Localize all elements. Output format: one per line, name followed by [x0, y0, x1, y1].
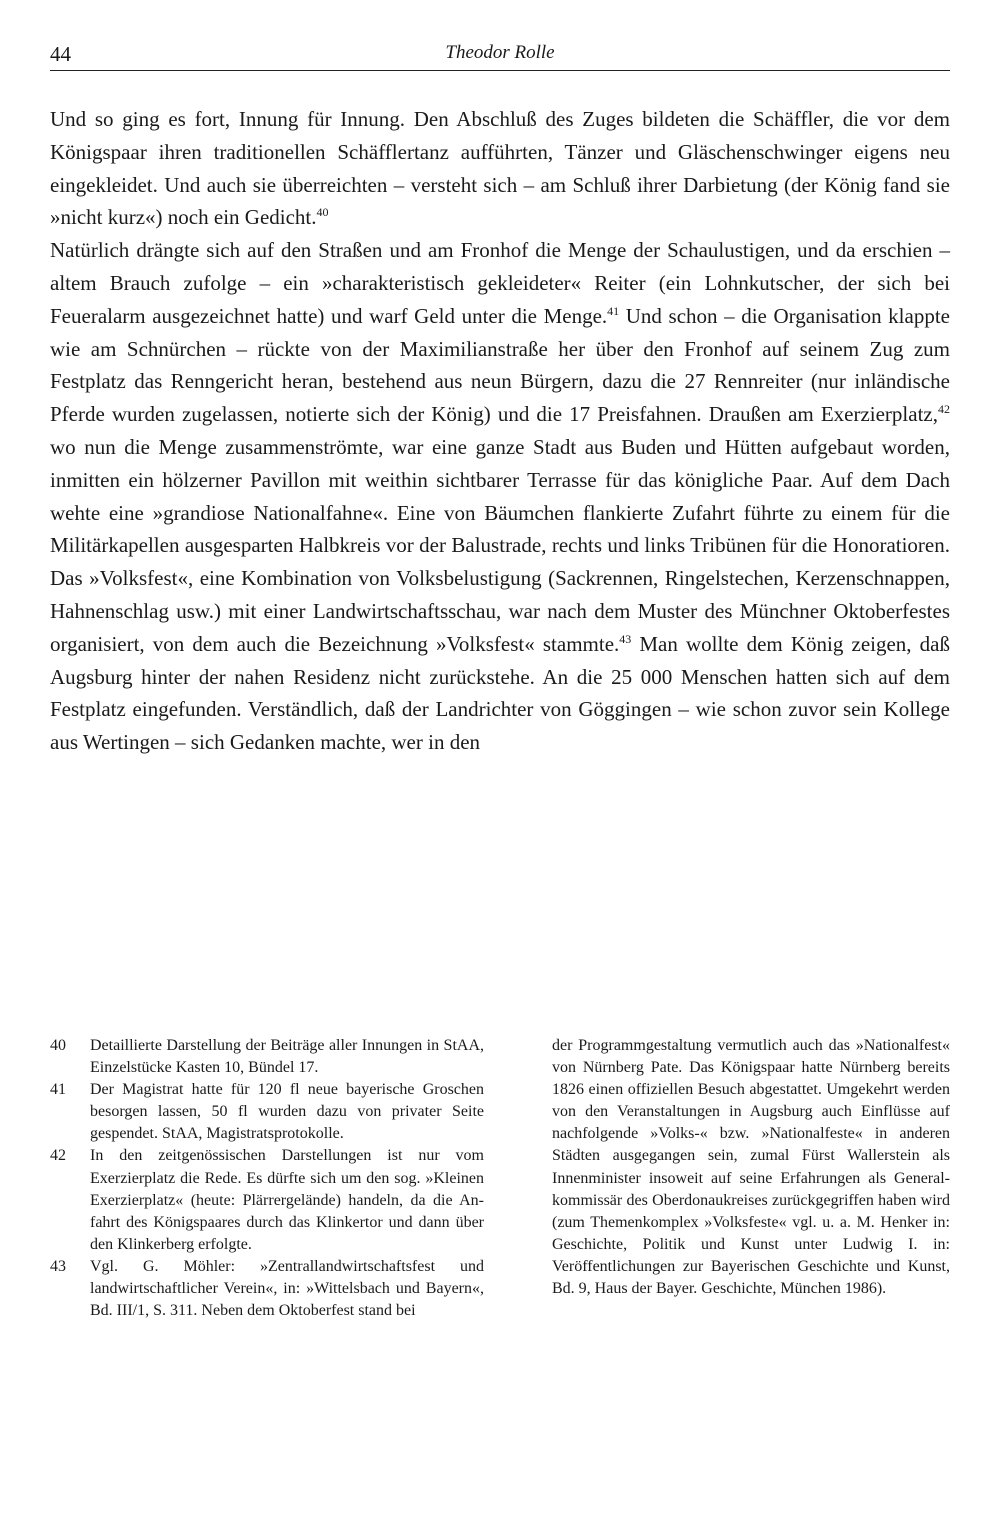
- paragraph-2-part-c: wo nun die Menge zusammenströmte, war eine ganze Stadt aus Buden und Hütten aufgebaut worden, inmitten ein hölzerner Pavillon mit weithin sichtbarer Terrasse für das königliche Paar. Auf dem Dach wehte eine »grandiose Nationalfahne«. Eine von Bäumchen flankierte Zufahrt führte zu einem für die Militärkapellen ausgesparten Halbkreis vor der Balustrade, rechts und links Tribünen für die Honoratioren. Das »Volksfest«, eine Kombination von Volksbelustigung (Sackrennen, Ringelstechen, Kerzenschnappen, Hahnenschlag usw.) mit einer Landwirtschaftsschau, war nach dem Muster des Münchner Oktoberfestes organisiert, von dem auch die Bezeichnung »Volksfest« stammte.: [50, 434, 950, 656]
- footnote-number: 41: [50, 1081, 66, 1099]
- footnotes-right-column: [552, 1035, 950, 1300]
- page-number: 44: [50, 42, 71, 66]
- footnote-40: [50, 1035, 484, 1079]
- footnote-43: [50, 1256, 484, 1322]
- paragraph-2-part-b: Und schon – die Organisation klappte wie am Schnürchen – rückte von der Maximilianstraße her über den Fronhof auf seinem Zug zum Festplatz das Renngericht heran, bestehend aus neun Bürgern, dazu die 27 Rennreiter (nur inländische Pferde wurden zugelassen, notierte sich der König) und die 17 Preisfahnen. Draußen am Exerzierplatz,: [50, 303, 950, 427]
- footnotes-left-column: [50, 1035, 484, 1322]
- paragraph-1-text: Und so ging es fort, Innung für Innung. Den Abschluß des Zuges bildeten die Schäffler, die vor dem Königspaar ihren traditionellen Schäfflertanz aufführten, Tänzer und Gläschenschwinger eigens neu eingekleidet. Und auch sie überreichten – versteht sich – am Schluß ihrer Darbietung (der König fand sie »nicht kurz«) noch ein Gedicht.: [50, 107, 950, 230]
- running-title: Theodor Rolle: [445, 42, 555, 63]
- paragraph-2-part-a: Natürlich drängte sich auf den Straßen und am Fronhof die Menge der Schaulustigen, und da erschien – altem Brauch zufolge – ein »charakteristisch gekleideter« Reiter (ein Lohnkutscher, der sich bei Feueralarm ausgezeichnet hatte) und warf Geld unter die Menge.: [50, 238, 950, 328]
- footnote-number: 40: [50, 1037, 66, 1054]
- footnote-42: [50, 1145, 484, 1255]
- footnote-text: Detaillierte Darstellung der Beiträge aller Innungen in StAA, Einzelstücke Kasten 10, Bündel 17.: [90, 1037, 484, 1077]
- footnotes: [50, 1035, 950, 1505]
- footnote-41: [50, 1079, 484, 1145]
- footnote-ref-41: 41: [607, 303, 620, 318]
- footnote-number: 43: [50, 1257, 66, 1275]
- paragraph-1: [50, 103, 950, 234]
- running-header: [50, 40, 950, 71]
- footnote-text: Vgl. G. Möhler: »Zentrallandwirtschaftsfest und landwirtschaftlicher Verein«, in: »Wittelsbach und Bayern«, Bd. III/1, S. 311. Neben dem Oktoberfest stand bei: [90, 1257, 484, 1320]
- footnote-number: 42: [50, 1147, 66, 1165]
- footnote-ref-40: 40: [316, 205, 329, 220]
- main-text: [50, 103, 950, 759]
- footnote-ref-42: 42: [938, 402, 950, 417]
- paragraph-2-part-d: Man wollte dem König zeigen, daß Augsburg hinter der nahen Residenz nicht zurückstehe. An die 25 000 Menschen hatten sich auf dem Festplatz eingefunden. Verständlich, daß der Landrichter von Göggingen – wie schon zuvor sein Kollege aus Wertingen – sich Gedanken machte, wer in den: [50, 631, 950, 755]
- footnote-text: Der Magistrat hatte für 120 fl neue bayerische Groschen besorgen lassen, 50 fl wurden dazu von privater Seite gespendet. StAA, Magistratsprotokolle.: [90, 1081, 484, 1143]
- paragraph-2: [50, 234, 950, 759]
- footnote-43-continued: der Programmgestaltung vermutlich auch das »Nationalfest« von Nürnberg Pate. Das Königspaar hatte Nürnberg bereits 1826 einen offiziellen Besuch abgestattet. Umgekehrt werden von den Veranstaltungen in Augsburg auch Einflüsse auf nachfolgende »Volks-« bzw. »Nationalfeste« in anderen Städten ausgegangen sein, zumal Fürst Wallerstein als Innenminister insoweit auf seine Erfahrungen als Generalkommissär des Oberdonaukreises zurückgegriffen haben wird (zum Themenkomplex »Volksfeste« vgl. u. a. M. Henker in: Geschichte, Politik und Kunst unter Ludwig I. in: Veröffentlichungen zur Bayerischen Geschichte und Kunst, Bd. 9, Haus der Bayer. Geschichte, München 1986).: [552, 1037, 950, 1298]
- footnote-text: In den zeitgenössischen Darstellungen ist nur vom Exerzierplatz die Rede. Es dürfte sich um den sog. »Kleinen Exerzierplatz« (heute: Plärrergelände) handeln, da die Anfahrt des Königspaares durch das Klinkertor und dann über den Klinkerberg erfolgte.: [90, 1147, 484, 1253]
- footnote-ref-43: 43: [619, 631, 632, 646]
